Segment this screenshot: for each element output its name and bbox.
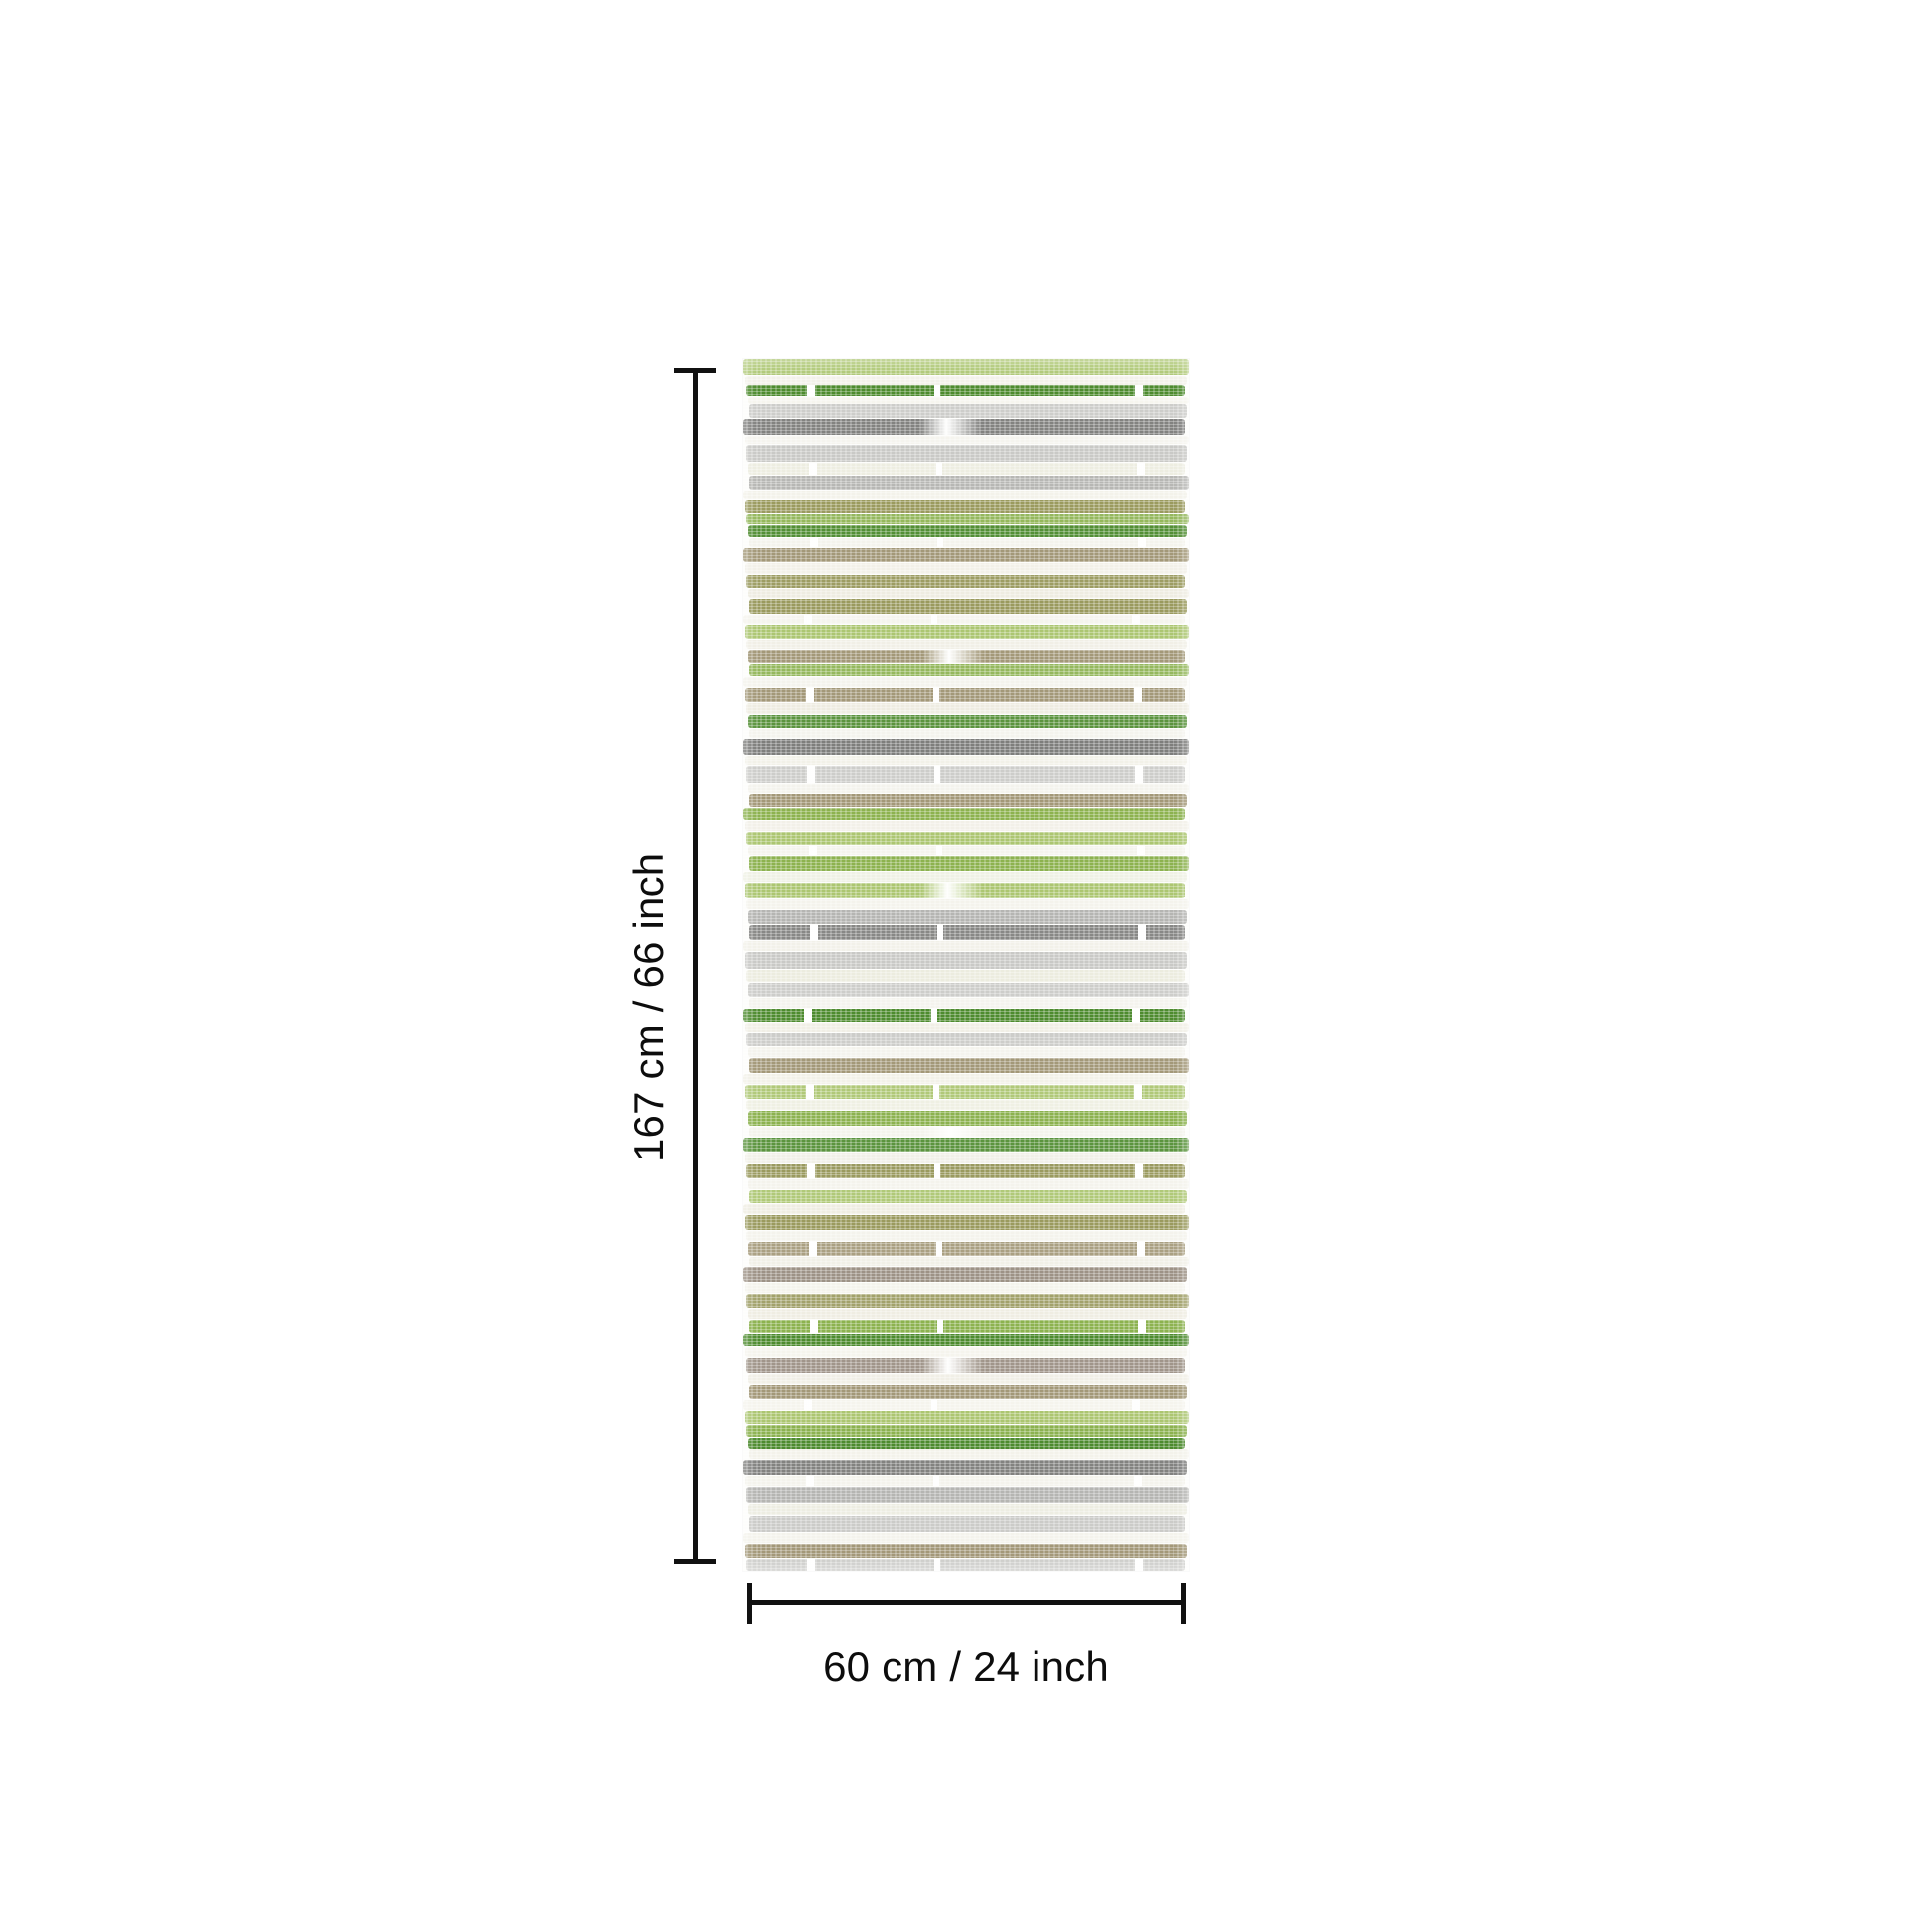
rug-stripe xyxy=(745,1544,1188,1558)
width-dimension-cap-left xyxy=(747,1583,752,1624)
rug-stripe xyxy=(749,476,1189,490)
rug-stripe xyxy=(746,1033,1187,1046)
rug-stripe xyxy=(749,664,1189,676)
rug-stripe xyxy=(748,983,1190,997)
rug-stripe xyxy=(748,846,1186,855)
rug-stripe xyxy=(746,766,1185,783)
rug-stripe xyxy=(749,794,1187,807)
rug-stripe xyxy=(749,1449,1189,1459)
rug-stripe xyxy=(745,1347,1188,1357)
rug-stripe xyxy=(748,525,1188,537)
rug-stripe xyxy=(749,1320,1185,1333)
rug-stripe xyxy=(745,688,1186,702)
rug-stripe xyxy=(743,548,1189,562)
rug-stripe xyxy=(745,1283,1186,1293)
rug-stripe xyxy=(745,1153,1188,1163)
rug-stripe xyxy=(748,715,1188,728)
rug-stripe xyxy=(748,1438,1186,1449)
rug-stripe xyxy=(743,1204,1185,1214)
rug-stripe xyxy=(749,856,1189,871)
rug-stripe xyxy=(745,436,1190,444)
rug-stripe xyxy=(748,1504,1188,1515)
rug-stripe xyxy=(749,998,1187,1008)
rug-stripe xyxy=(745,500,1186,513)
rug-stripe xyxy=(745,1215,1190,1230)
rug-stripe xyxy=(748,784,1190,793)
rug-stripe xyxy=(743,1460,1187,1475)
rug-stripe xyxy=(749,538,1185,547)
rug-stripe xyxy=(748,1179,1190,1189)
rug-stripe xyxy=(748,463,1186,475)
rug-stripe xyxy=(746,1294,1189,1308)
rug-stripe xyxy=(745,952,1188,969)
rug-stripe xyxy=(743,615,1185,624)
rug-stripe xyxy=(748,650,1186,663)
rug-stripe xyxy=(743,491,1187,499)
rug-stripe xyxy=(746,832,1187,845)
rug-stripe xyxy=(743,1533,1189,1543)
rug-stripe xyxy=(743,1138,1189,1152)
width-dimension-line xyxy=(747,1600,1186,1605)
rug-stripe xyxy=(745,821,1190,831)
rug-stripe xyxy=(743,1009,1185,1022)
rug-stripe xyxy=(746,385,1185,396)
rug-stripe xyxy=(749,925,1185,940)
rug-stripe xyxy=(746,970,1185,982)
rug-stripe xyxy=(748,1047,1186,1057)
rug-stripe xyxy=(749,1516,1185,1532)
rug-stripe xyxy=(746,514,1189,524)
rug-stripe xyxy=(746,575,1185,588)
rug-stripe xyxy=(746,445,1187,462)
rug-stripe xyxy=(749,729,1185,738)
rug-stripe xyxy=(748,1374,1190,1384)
rug-stripe xyxy=(743,739,1189,755)
width-dimension-label: 60 cm / 24 inch xyxy=(823,1643,1109,1690)
rug-stripe xyxy=(746,1100,1189,1110)
rug-product-image xyxy=(743,359,1189,1571)
rug-stripe xyxy=(748,910,1188,924)
rug-stripe xyxy=(746,1358,1185,1373)
rug-stripe xyxy=(746,1231,1187,1241)
height-dimension-label: 167 cm / 66 inch xyxy=(625,852,672,1162)
rug-stripe xyxy=(745,883,1186,898)
rug-stripe xyxy=(743,677,1187,687)
rug-stripe xyxy=(748,1309,1188,1319)
height-dimension-cap-top xyxy=(674,368,716,373)
rug-stripe xyxy=(743,359,1189,375)
rug-stripe xyxy=(745,563,1188,574)
rug-stripe xyxy=(746,703,1189,714)
rug-stripe xyxy=(746,1425,1187,1437)
rug-stripe xyxy=(746,640,1187,649)
rug-stripe xyxy=(748,1111,1188,1126)
rug-stripe xyxy=(748,1242,1186,1256)
rug-stripe xyxy=(743,808,1185,820)
rug-stripe xyxy=(743,941,1189,951)
rug-stripe xyxy=(749,404,1187,418)
rug-stripe xyxy=(749,1127,1185,1137)
rug-stripe xyxy=(746,899,1189,909)
rug-stripe xyxy=(749,1257,1189,1266)
rug-stripe xyxy=(749,1058,1189,1073)
rug-stripe xyxy=(743,1400,1185,1410)
rug-stripe xyxy=(749,1190,1187,1203)
width-dimension-cap-right xyxy=(1181,1583,1186,1624)
rug-stripe xyxy=(745,1476,1186,1486)
rug-stripe xyxy=(745,376,1188,385)
rug-stripe xyxy=(749,599,1187,614)
rug-stripe xyxy=(745,1085,1186,1099)
height-dimension-cap-bottom xyxy=(674,1559,716,1564)
rug-stripe xyxy=(746,1164,1185,1178)
rug-stripe xyxy=(749,1385,1187,1399)
rug-stripe xyxy=(743,1267,1187,1282)
rug-stripe xyxy=(745,625,1190,639)
rug-stripe xyxy=(743,872,1187,882)
rug-stripe xyxy=(748,397,1190,404)
rug-stripe xyxy=(743,1334,1189,1346)
rug-stripe xyxy=(748,589,1190,598)
rug-stripe xyxy=(746,1559,1185,1571)
rug-stripe xyxy=(745,1411,1190,1424)
rug-stripe xyxy=(745,756,1188,765)
height-dimension-line xyxy=(693,368,698,1564)
rug-stripe xyxy=(743,1074,1187,1084)
rug-stripe xyxy=(743,419,1185,435)
rug-stripe xyxy=(745,1023,1190,1032)
rug-stripe xyxy=(746,1487,1189,1503)
